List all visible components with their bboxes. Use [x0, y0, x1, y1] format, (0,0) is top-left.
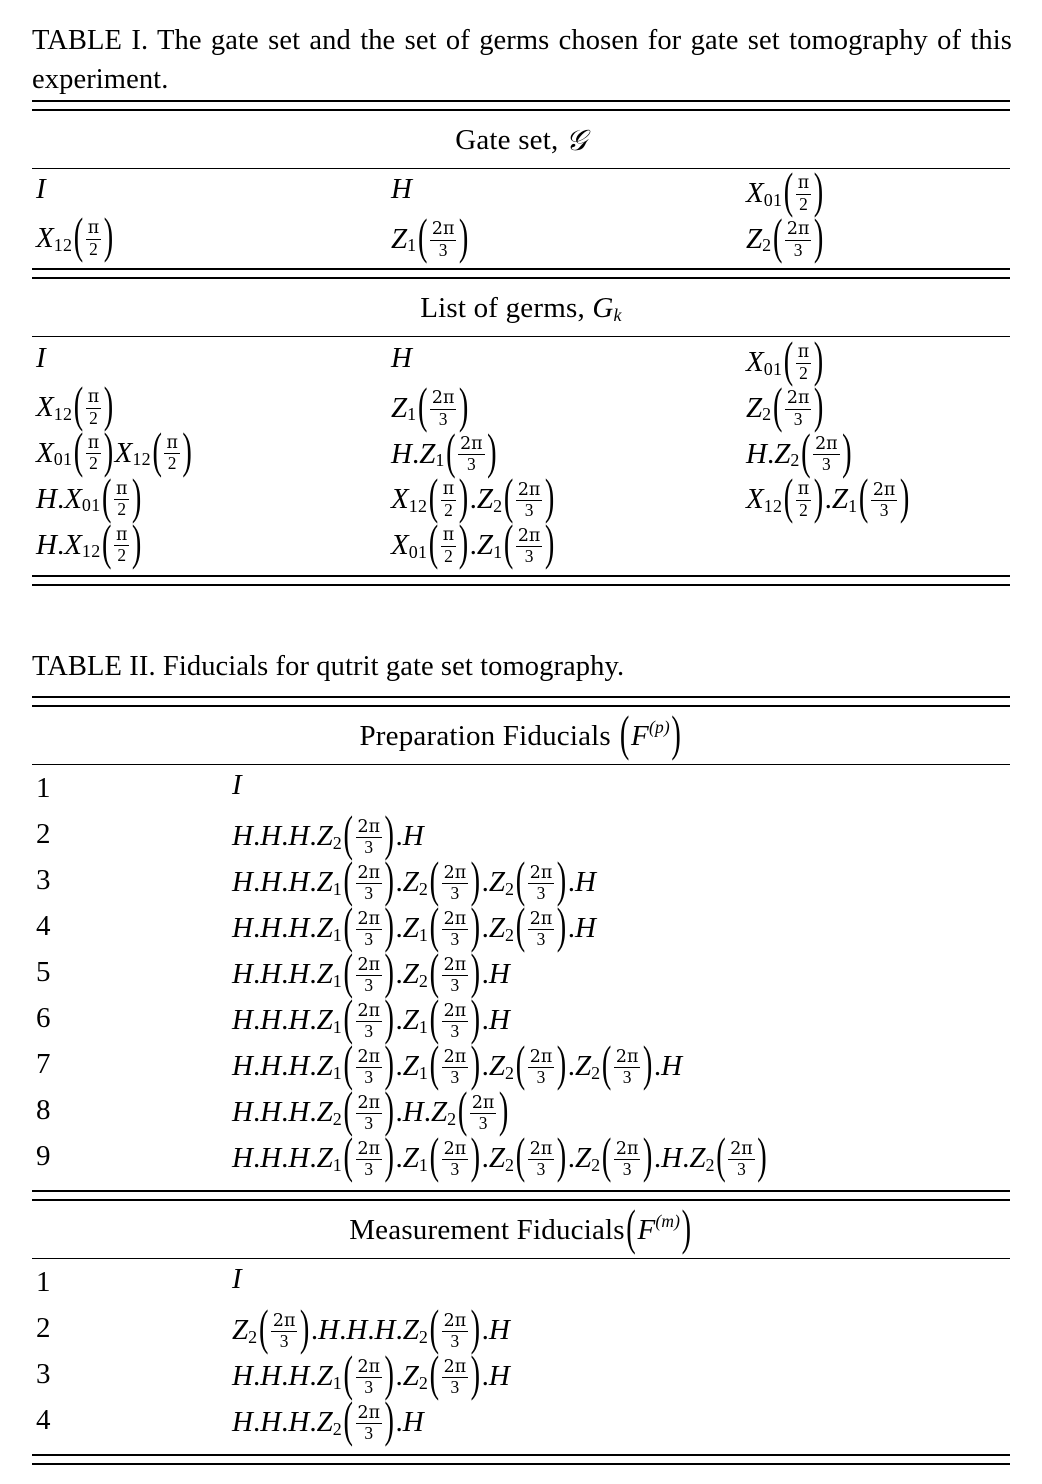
expr-prep-7: H . H . H . Z 1 ( $\frac{2\pi}{3}$ ) . Z 1 ( $\frac{2\pi}{3}$ ) . Z 2 ( $\frac{2\pi}{3}$ ) . Z 2 ( $\frac{2\pi}{3}$ ) . H	[232, 1038, 683, 1093]
germ-cell	[746, 334, 1010, 389]
row-index: 8	[36, 1094, 51, 1127]
germ-cell	[391, 471, 746, 526]
row-index: 1	[36, 1266, 51, 1299]
row-index: 3	[36, 1358, 51, 1391]
gate-set-cell	[391, 172, 746, 217]
row-expression	[232, 1348, 1010, 1403]
prep-bottom-rule	[32, 1190, 1010, 1201]
row-index: 9	[36, 1140, 51, 1173]
germ-cell	[36, 470, 391, 525]
germ-cell	[391, 379, 746, 434]
gate-set-cell	[746, 210, 1010, 265]
list-item	[36, 946, 1010, 1001]
germ-H: H	[391, 341, 412, 374]
germ-cell	[391, 425, 746, 480]
germ-X01-pi2: X 01 ( $\frac{\pi}{2}$ )	[746, 334, 824, 389]
expr-prep-5: H . H . H . Z 1 ( $\frac{2\pi}{3}$ ) . Z 2 ( $\frac{2\pi}{3}$ ) . H	[232, 946, 510, 1001]
table-2-caption: TABLE II. Fiducials for qutrit gate set tomography.	[32, 650, 625, 682]
meas-fiducials-heading-text: Measurement Fiducials ( F (m) )	[349, 1202, 692, 1257]
germ-H-X01: H . X 01 ( $\frac{\pi}{2}$ )	[36, 470, 142, 525]
expr-meas-1: I	[232, 1263, 242, 1296]
expr-prep-4: H . H . H . Z 1 ( $\frac{2\pi}{3}$ ) . Z 1 ( $\frac{2\pi}{3}$ ) . Z 2 ( $\frac{2\pi}{3}$ ) . H	[232, 900, 596, 955]
expr-prep-6: H . H . H . Z 1 ( $\frac{2\pi}{3}$ ) . Z 1 ( $\frac{2\pi}{3}$ ) . H	[232, 992, 510, 1047]
germs-heading-text: List of germs, G k	[420, 292, 622, 325]
rule-line	[32, 100, 1010, 102]
germs-grid	[32, 334, 1010, 574]
caption-spacer	[0, 686, 1042, 696]
list-item	[36, 769, 1010, 815]
germs-heading	[0, 279, 1042, 336]
row-expression	[232, 1302, 1010, 1357]
gate-set-cell	[391, 210, 746, 265]
table-spacer	[0, 586, 1042, 648]
expr-meas-4: H . H . H . Z 2 ( $\frac{2\pi}{3}$ ) . H	[232, 1394, 424, 1449]
table-1-top-rule	[32, 100, 1010, 111]
germ-H-X12: H . X 12 ( $\frac{\pi}{2}$ )	[36, 516, 142, 571]
prep-fiducials-list	[32, 765, 1010, 1190]
row-index: 3	[36, 864, 51, 897]
rule-line	[32, 268, 1010, 270]
gate-set-grid	[32, 165, 1010, 269]
gate-X12-pi2: X 12 ( $\frac{\pi}{2}$ )	[36, 210, 114, 265]
germ-cell	[746, 379, 1010, 434]
gate-Z1-2pi3: Z 1 ( $\frac{2\pi}{3}$ )	[391, 210, 469, 265]
row-index: 2	[36, 1312, 51, 1345]
meas-fiducials-heading	[0, 1201, 1042, 1258]
germ-Z2-2pi3: Z 2 ( $\frac{2\pi}{3}$ )	[746, 379, 824, 434]
row-expression	[232, 992, 1010, 1047]
rule-line	[32, 1190, 1010, 1192]
gate-set-cell	[36, 210, 391, 265]
expr-prep-3: H . H . H . Z 1 ( $\frac{2\pi}{3}$ ) . Z 2 ( $\frac{2\pi}{3}$ ) . Z 2 ( $\frac{2\pi}{3}$ ) . H	[232, 854, 596, 909]
row-index: 5	[36, 956, 51, 989]
germ-cell	[36, 516, 391, 571]
row-expression	[232, 1084, 1010, 1139]
expr-prep-2: H . H . H . Z 2 ( $\frac{2\pi}{3}$ ) . H	[232, 808, 424, 863]
germ-X01X12: X 01 ( $\frac{\pi}{2}$ ) X 12 ( $\frac{\pi}{2}$ )	[36, 424, 192, 480]
expr-prep-8: H . H . H . Z 2 ( $\frac{2\pi}{3}$ ) . H . Z 2 ( $\frac{2\pi}{3}$ )	[232, 1084, 509, 1139]
expr-meas-2: Z 2 ( $\frac{2\pi}{3}$ ) . H . H . H . Z 2 ( $\frac{2\pi}{3}$ ) . H	[232, 1302, 510, 1357]
germ-cell-empty	[746, 523, 1010, 569]
list-item	[36, 1130, 1010, 1185]
expr-I: I	[232, 769, 242, 802]
table-2-top-rule	[32, 696, 1010, 707]
meas-fiducials-list	[32, 1259, 1010, 1454]
gate-set-heading-text: Gate set, 𝒢	[455, 122, 587, 157]
row-expression	[232, 946, 1010, 1001]
germ-X12-Z1: X 12 ( $\frac{\pi}{2}$ ) . Z 1 ( $\frac{2\pi}{3}$ )	[746, 471, 910, 526]
germ-cell	[36, 340, 391, 385]
row-expression	[232, 771, 1010, 800]
expr-prep-9: H . H . H . Z 1 ( $\frac{2\pi}{3}$ ) . Z 1 ( $\frac{2\pi}{3}$ ) . Z 2 ( $\frac{2\pi}{3}$ ) . Z 2 ( $\frac{2\pi}{3}$ ) . H . Z 2 ( $\frac{2\pi}{3}$ )	[232, 1130, 767, 1185]
list-item	[36, 1394, 1010, 1449]
table-1-caption: TABLE I. The gate set and the set of germs chosen for gate set tomography of this experiment.	[32, 25, 1012, 95]
germ-H-Z1: H . Z 1 ( $\frac{2\pi}{3}$ )	[391, 425, 497, 480]
germ-H-Z2: H . Z 2 ( $\frac{2\pi}{3}$ )	[746, 425, 852, 480]
row-expression	[232, 1130, 1010, 1185]
row-expression	[232, 808, 1010, 863]
row-expression	[232, 1038, 1010, 1093]
table-2-bottom-rule	[32, 1454, 1010, 1465]
gate-set-heading	[0, 111, 1042, 168]
row-index: 2	[36, 818, 51, 851]
prep-fiducials-heading-text: Preparation Fiducials ( F (p) )	[359, 708, 682, 763]
list-item	[36, 1038, 1010, 1093]
germ-X01-Z1: X 01 ( $\frac{\pi}{2}$ ) . Z 1 ( $\frac{2\pi}{3}$ )	[391, 516, 555, 572]
prep-fiducials-heading	[0, 707, 1042, 764]
row-index: 6	[36, 1002, 51, 1035]
list-item	[36, 1263, 1010, 1309]
row-index: 4	[36, 1404, 51, 1437]
gate-X01-pi2: X 01 ( $\frac{\pi}{2}$ )	[746, 165, 824, 220]
row-expression	[232, 854, 1010, 909]
gate-I: I	[36, 173, 46, 205]
germ-cell	[36, 379, 391, 434]
germ-X12-pi2: X 12 ( $\frac{\pi}{2}$ )	[36, 379, 114, 434]
rule-line	[32, 696, 1010, 698]
germ-I: I	[36, 341, 46, 374]
germ-cell	[391, 340, 746, 385]
row-index: 7	[36, 1048, 51, 1081]
gate-H: H	[391, 173, 412, 205]
rule-line	[32, 1454, 1010, 1456]
germ-Z1-2pi3: Z 1 ( $\frac{2\pi}{3}$ )	[391, 379, 469, 434]
rule-line	[32, 1463, 1010, 1465]
gate-Z2-2pi3: Z 2 ( $\frac{2\pi}{3}$ )	[746, 210, 824, 265]
germ-cell	[36, 424, 391, 480]
row-expression	[232, 900, 1010, 955]
germ-cell	[391, 516, 746, 572]
list-item	[36, 900, 1010, 955]
gate-set-cell	[36, 172, 391, 217]
row-expression	[232, 1265, 1010, 1294]
list-item	[36, 1348, 1010, 1403]
gate-set-bottom-rule	[32, 268, 1010, 279]
row-expression	[232, 1394, 1010, 1449]
germ-cell	[746, 471, 1010, 526]
list-item	[36, 1302, 1010, 1357]
row-index: 4	[36, 910, 51, 943]
row-index: 1	[36, 772, 51, 805]
table-1-bottom-rule	[32, 575, 1010, 586]
rule-line	[32, 575, 1010, 577]
document-page	[0, 22, 1042, 1484]
germ-X12-Z2: X 12 ( $\frac{\pi}{2}$ ) . Z 2 ( $\frac{2\pi}{3}$ )	[391, 471, 555, 526]
expr-meas-3: H . H . H . Z 1 ( $\frac{2\pi}{3}$ ) . Z 2 ( $\frac{2\pi}{3}$ ) . H	[232, 1348, 510, 1403]
gate-set-cell	[746, 165, 1010, 220]
